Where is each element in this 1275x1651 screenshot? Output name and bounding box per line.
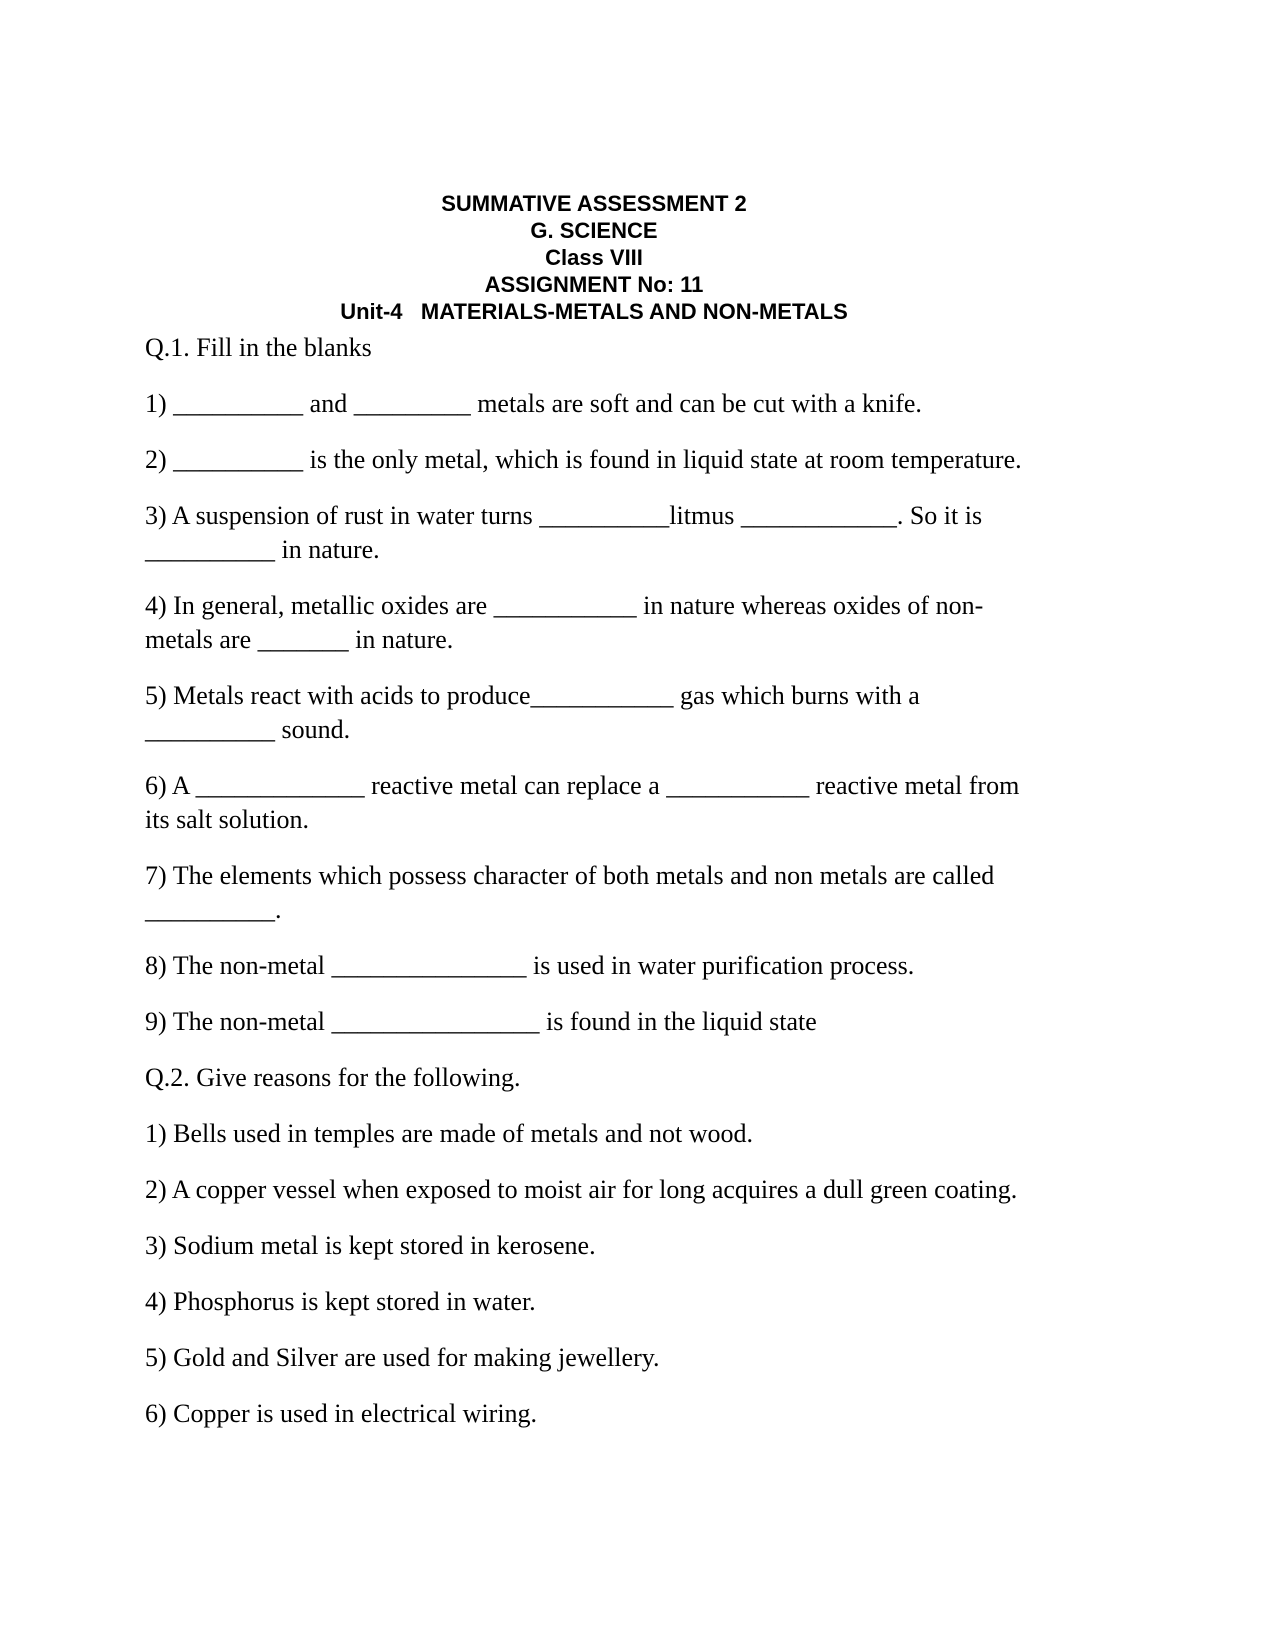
q1-item-7: 7) The elements which possess character of both metals and non metals are called __________. bbox=[145, 861, 995, 924]
document-body bbox=[145, 331, 1043, 1431]
q1-title: Q.1. Fill in the blanks bbox=[145, 333, 372, 362]
q2-item-6: 6) Copper is used in electrical wiring. bbox=[145, 1399, 538, 1428]
q2-item-2: 2) A copper vessel when exposed to moist air for long acquires a dull green coating. bbox=[145, 1175, 1018, 1204]
q2-item-3: 3) Sodium metal is kept stored in kerosene. bbox=[145, 1231, 596, 1260]
q1-item-3: 3) A suspension of rust in water turns __________litmus ____________. So it is __________ in nature. bbox=[145, 501, 983, 564]
q1-item-5: 5) Metals react with acids to produce___________ gas which burns with a __________ sound. bbox=[145, 681, 920, 744]
q2-item-1: 1) Bells used in temples are made of metals and not wood. bbox=[145, 1119, 753, 1148]
q1-item-4: 4) In general, metallic oxides are ___________ in nature whereas oxides of non-metals are _______ in nature. bbox=[145, 591, 984, 654]
q1-item-1: 1) __________ and _________ metals are soft and can be cut with a knife. bbox=[145, 389, 922, 418]
header-title-line: SUMMATIVE ASSESSMENT 2 bbox=[441, 191, 747, 216]
q1-item-2: 2) __________ is the only metal, which is found in liquid state at room temperature. bbox=[145, 445, 1022, 474]
q1-item-9: 9) The non-metal ________________ is found in the liquid state bbox=[145, 1007, 817, 1036]
q1-item-8: 8) The non-metal _______________ is used in water purification process. bbox=[145, 951, 915, 980]
q2-item-4: 4) Phosphorus is kept stored in water. bbox=[145, 1287, 536, 1316]
header-class-line: Class VIII bbox=[545, 245, 643, 270]
q1-item-6: 6) A _____________ reactive metal can replace a ___________ reactive metal from its salt solution. bbox=[145, 771, 1020, 834]
header-subject-line: G. SCIENCE bbox=[530, 218, 658, 243]
header-assignment-line: ASSIGNMENT No: 11 bbox=[484, 272, 704, 297]
q2-title: Q.2. Give reasons for the following. bbox=[145, 1063, 521, 1092]
header-unit-line: Unit-4 MATERIALS-METALS AND NON-METALS bbox=[340, 299, 848, 324]
document-header bbox=[145, 190, 1043, 325]
q2-item-5: 5) Gold and Silver are used for making jewellery. bbox=[145, 1343, 660, 1372]
